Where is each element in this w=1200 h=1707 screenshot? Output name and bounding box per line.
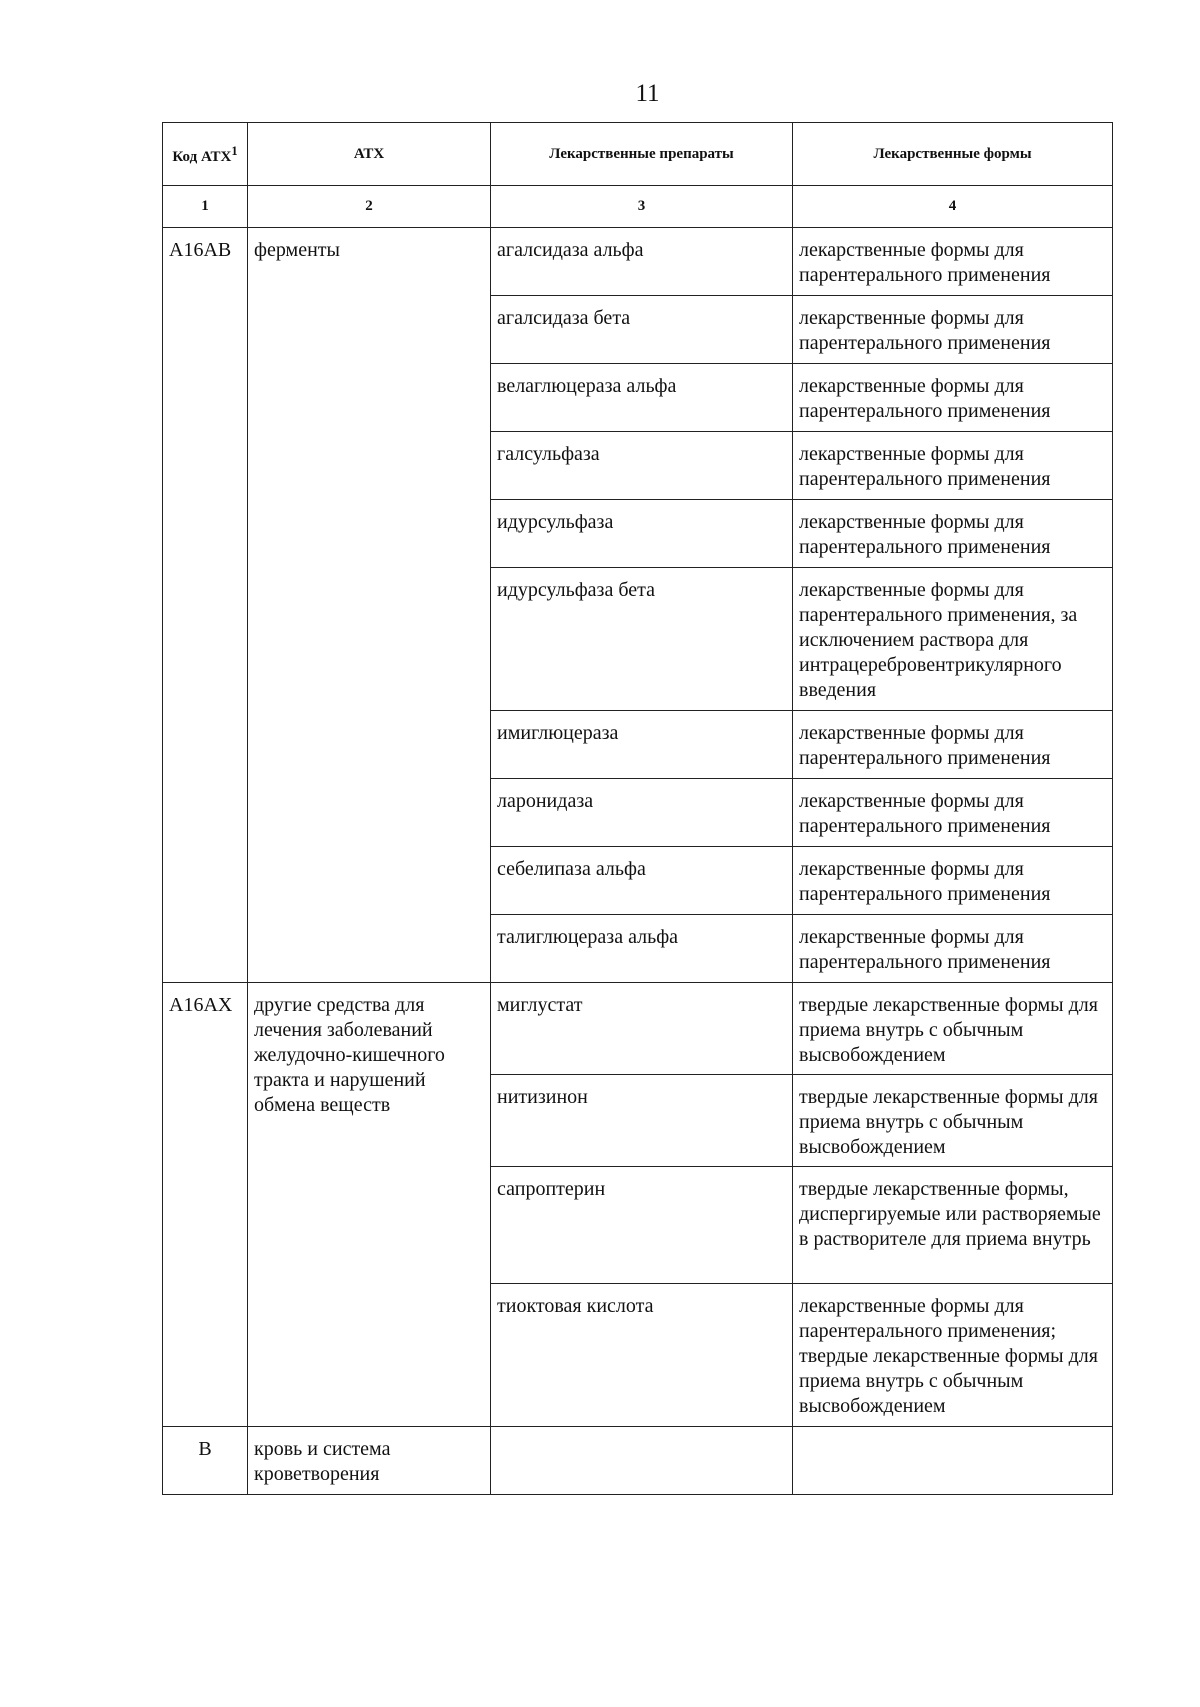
form-cell: твердые лекарственные формы для приема внутрь с обычным высвобождением <box>793 1075 1113 1167</box>
atx-name-cell: ферменты <box>248 228 491 983</box>
form-cell: твердые лекарственные формы для приема внутрь с обычным высвобождением <box>793 983 1113 1075</box>
drug-cell: сапроптерин <box>491 1167 793 1284</box>
form-cell: лекарственные формы для парентерального применения <box>793 915 1113 983</box>
atx-name-cell: кровь и система кроветворения <box>248 1427 491 1495</box>
form-cell: лекарственные формы для парентерального применения <box>793 847 1113 915</box>
drug-cell: ларонидаза <box>491 779 793 847</box>
form-cell: лекарственные формы для парентерального применения <box>793 711 1113 779</box>
drug-cell: идурсульфаза бета <box>491 568 793 711</box>
drug-cell: идурсульфаза <box>491 500 793 568</box>
column-number: 1 <box>163 186 248 228</box>
atx-name-cell: другие средства для лечения заболеваний желудочно-кишечного тракта и нарушений обмена веществ <box>248 983 491 1427</box>
header-code: Код АТХ$^1$ <box>163 123 248 186</box>
form-cell: лекарственные формы для парентерального применения <box>793 500 1113 568</box>
drug-cell: имиглюцераза <box>491 711 793 779</box>
header-atx: АТХ <box>248 123 491 186</box>
form-cell: лекарственные формы для парентерального применения, за исключением раствора для интрацеребровентрикулярного введения <box>793 568 1113 711</box>
form-cell: лекарственные формы для парентерального применения <box>793 432 1113 500</box>
header-forms: Лекарственные формы <box>793 123 1113 186</box>
atx-code-cell: B <box>163 1427 248 1495</box>
atx-code-cell: A16AX <box>163 983 248 1427</box>
form-cell: лекарственные формы для парентерального применения <box>793 364 1113 432</box>
column-number: 4 <box>793 186 1113 228</box>
atx-code-cell: A16AB <box>163 228 248 983</box>
form-cell <box>793 1427 1113 1495</box>
header-preparations: Лекарственные препараты <box>491 123 793 186</box>
drug-cell <box>491 1427 793 1495</box>
column-number: 3 <box>491 186 793 228</box>
drug-cell: агалсидаза бета <box>491 296 793 364</box>
drug-cell: галсульфаза <box>491 432 793 500</box>
table-row <box>163 983 1113 1075</box>
table-row <box>163 1427 1113 1495</box>
drug-cell: велаглюцераза альфа <box>491 364 793 432</box>
atx-drug-table <box>162 122 1113 1495</box>
table-header-row <box>163 123 1113 186</box>
drug-cell: агалсидаза альфа <box>491 228 793 296</box>
form-cell: лекарственные формы для парентерального применения <box>793 296 1113 364</box>
form-cell: твердые лекарственные формы, диспергируемые или растворяемые в растворителе для приема внутрь <box>793 1167 1113 1284</box>
table-row <box>163 228 1113 296</box>
drug-cell: себелипаза альфа <box>491 847 793 915</box>
column-number: 2 <box>248 186 491 228</box>
drug-cell: талиглюцераза альфа <box>491 915 793 983</box>
drug-cell: тиоктовая кислота <box>491 1284 793 1427</box>
page-number: 11 <box>635 80 660 107</box>
form-cell: лекарственные формы для парентерального применения <box>793 779 1113 847</box>
form-cell: лекарственные формы для парентерального применения <box>793 228 1113 296</box>
column-number-row <box>163 186 1113 228</box>
drug-cell: нитизинон <box>491 1075 793 1167</box>
drug-cell: миглустат <box>491 983 793 1075</box>
form-cell: лекарственные формы для парентерального применения; твердые лекарственные формы для приема внутрь с обычным высвобождением <box>793 1284 1113 1427</box>
